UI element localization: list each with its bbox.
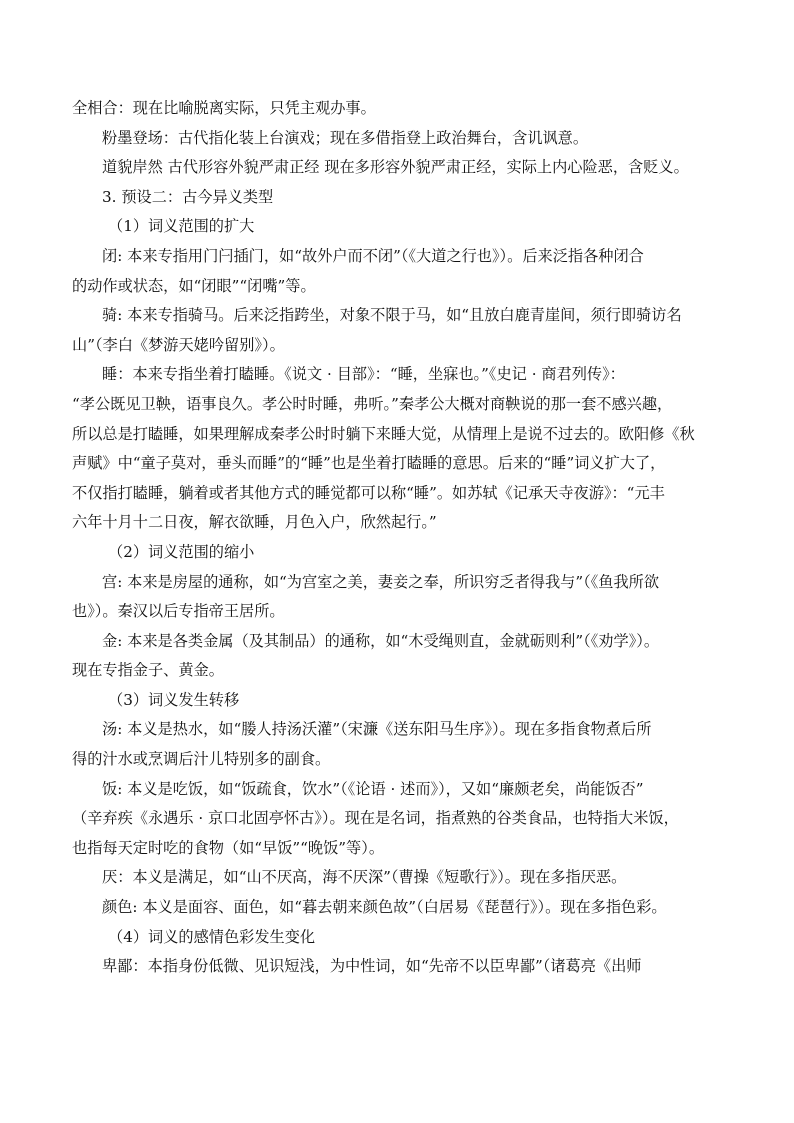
paragraph-line: 现在专指金子、黄金。 [72,661,224,680]
paragraph-line: 声赋》中“童子莫对，垂头而睡”的“睡”也是坐着打瞌睡的意思。后来的“睡”词义扩大了， [72,454,666,473]
paragraph-line: 饭: 本义是吃饭，如“饭疏食，饮水”（《论语 · 述而》），又如“廉颇老矣，尚能饭否” [102,779,644,798]
paragraph-line: 也指每天定时吃的食物（如“早饭”“晚饭”等）。 [72,838,385,857]
document-body [72,94,732,982]
paragraph-line: 粉墨登场：古代指化装上台演戏；现在多借指登上政治舞台，含讥讽意。 [102,128,588,147]
subsection-heading: （1）词义范围的扩大 [108,217,255,236]
paragraph-line: “孝公既见卫鞅，语事良久。孝公时时睡，弗听。”秦孝公大概对商鞅说的那一套不感兴趣， [72,394,673,413]
paragraph-line: 金: 本来是各类金属（及其制品）的通称，如“木受绳则直，金就砺则利”（《劝学》）。 [102,631,660,650]
paragraph-line: 不仅指打瞌睡，躺着或者其他方式的睡觉都可以称“睡”。如苏轼《记承天寺夜游》：“元丰 [72,483,665,502]
paragraph-line: 闭: 本来专指用门闩插门，如“故外户而不闭”（《大道之行也》）。后来泛指各种闭合 [102,246,644,265]
paragraph-line: 全相合：现在比喻脱离实际，只凭主观办事。 [72,99,376,117]
paragraph-line: 汤: 本义是热水，如“媵人持汤沃灌”（宋濂《送东阳马生序》）。现在多指食物煮后所 [102,720,652,739]
subsection-heading: （2）词义范围的缩小 [108,542,255,561]
paragraph-line: 厌：本义是满足，如“山不厌高，海不厌深”（曹操《短歌行》）。现在多指厌恶。 [102,868,627,887]
paragraph-line: 卑鄙：本指身份低微、见识短浅，为中性词，如“先帝不以臣卑鄙”（诸葛亮《出师 [102,957,642,976]
paragraph-line: 道貌岸然 古代形容外貌严肃正经 现在多形容外貌严肃正经，实际上内心险恶，含贬义。 [102,158,689,177]
paragraph-line: 宫: 本来是房屋的通称，如“为宫室之美，妻妾之奉，所识穷乏者得我与”（《鱼我所欲 [102,572,660,591]
paragraph-line: 所以总是打瞌睡，如果理解成秦孝公时时躺下来睡大觉，从情理上是说不过去的。欧阳修《秋 [72,424,695,443]
paragraph-line: 六年十月十二日夜，解衣欲睡，月色入户，欣然起行。” [72,513,437,532]
subsection-heading: （4）词义的感情色彩发生变化 [108,927,316,946]
subsection-heading: （3）词义发生转移 [108,690,240,709]
paragraph-line: 骑: 本来专指骑马。后来泛指跨坐，对象不限于马，如“且放白鹿青崖间，须行即骑访名 [102,306,682,325]
paragraph-line: （辛弃疾《永遇乐 · 京口北固亭怀古》）。现在是名词，指煮熟的谷类食品，也特指大米饭， [72,809,679,828]
paragraph-line: 也》）。秦汉以后专指帝王居所。 [72,602,285,621]
paragraph-line: 山”（李白《梦游天姥吟留别》）。 [72,335,285,354]
paragraph-line: 睡：本来专指坐着打瞌睡。《说文 · 目部》：“睡，坐寐也。”《史记 · 商君列传》： [102,365,625,384]
paragraph-line: 颜色: 本义是面容、面色，如“暮去朝来颜色故”（白居易《琵琶行》）。现在多指色彩。 [102,898,667,917]
section-heading: 3. 预设二：古今异义类型 [102,187,274,206]
paragraph-line: 的动作或状态，如“闭眼”“闭嘴”等。 [72,276,316,295]
paragraph-line: 得的汁水或烹调后汁儿特别多的副食。 [72,750,331,769]
